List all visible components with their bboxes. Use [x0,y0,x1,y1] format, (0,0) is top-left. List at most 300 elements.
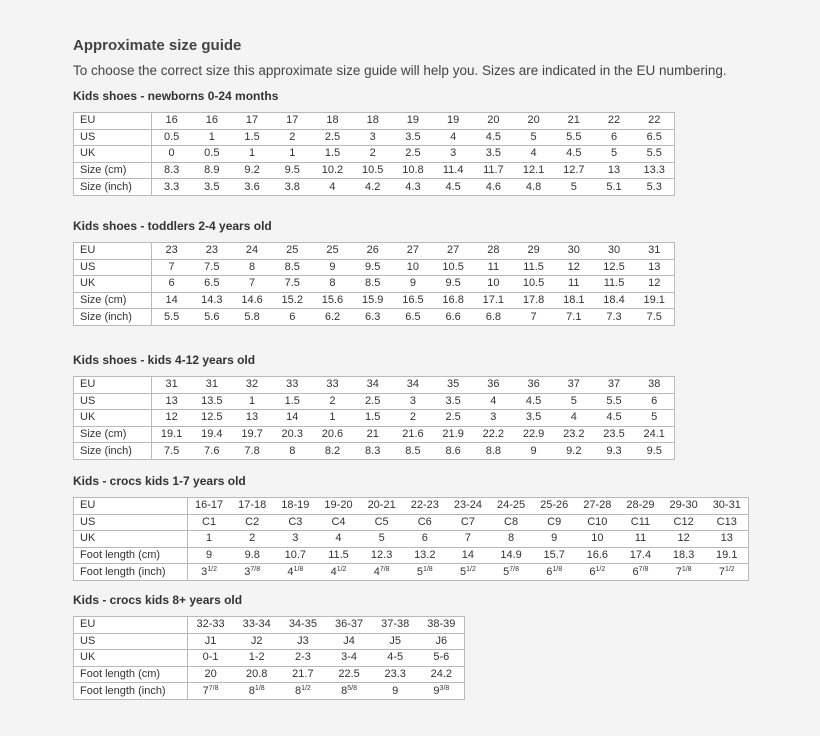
row-label: Size (cm) [74,162,152,179]
size-cell: 22.2 [473,426,513,443]
size-cell: C8 [489,514,532,531]
fraction: 1/2 [466,565,476,573]
size-cell: 4.3 [393,179,433,196]
size-cell: 17 [272,113,312,130]
size-cell: 8.5 [272,259,312,276]
size-cell: 29 [513,243,553,260]
size-cell: 16.5 [393,292,433,309]
size-cell: 24.1 [634,426,674,443]
size-cell: 34 [393,377,433,394]
table-row [74,179,675,196]
size-cell: 25 [312,243,352,260]
table-row [74,259,675,276]
size-cell: C12 [662,514,705,531]
size-cell: 12.5 [594,259,634,276]
size-cell: 5 [554,393,594,410]
fraction: 1/2 [301,684,311,692]
size-cell: J6 [418,633,464,650]
size-cell: 13 [594,162,634,179]
row-label: EU [74,243,152,260]
size-cell: 14 [446,547,489,564]
size-cell: 18 [353,113,393,130]
size-cell: 15.9 [353,292,393,309]
row-label: UK [74,146,152,163]
size-cell: 25 [272,243,312,260]
size-cell: 8.5 [393,443,433,460]
size-cell: 8 [272,443,312,460]
size-cell: 28 [473,243,513,260]
row-label: US [74,633,188,650]
size-cell: 0.5 [152,129,192,146]
table-row [74,393,675,410]
size-cell: 27 [433,243,473,260]
size-cell: 1 [272,146,312,163]
size-cell: 6.8 [473,309,513,326]
size-cell: 5 [594,146,634,163]
size-cell: 19.7 [232,426,272,443]
size-cell: 3.5 [393,129,433,146]
size-cell: 8.3 [353,443,393,460]
fraction: 3/8 [439,684,450,692]
size-cell: 13 [152,393,192,410]
size-cell: 7 [232,276,272,293]
row-label: US [74,514,188,531]
size-cell: J4 [326,633,372,650]
size-cell: 19 [393,113,433,130]
size-cell: 19-20 [317,498,360,515]
size-cell: 32-33 [188,617,234,634]
size-cell: 8 [312,276,352,293]
size-cell: 31 [152,377,192,394]
table-row [74,146,675,163]
size-cell: 3 [433,146,473,163]
size-cell: 16.6 [576,547,619,564]
size-cell: 24.2 [418,666,464,683]
row-label: Foot length (inch) [74,683,188,700]
size-cell: J2 [234,633,280,650]
size-cell: 18 [312,113,352,130]
size-cell: $5^{1/2}$ [446,564,489,581]
size-cell: 4 [513,146,553,163]
size-cell: 9.5 [353,259,393,276]
size-cell: 3.5 [473,146,513,163]
size-cell: 4.5 [433,179,473,196]
table-row [74,514,749,531]
size-cell: 1.5 [312,146,352,163]
row-label: UK [74,531,188,548]
size-cell: $3^{1/2}$ [188,564,231,581]
size-cell: 4 [554,410,594,427]
size-cell: 7.8 [232,443,272,460]
table-row [74,129,675,146]
size-cell: 15.2 [272,292,312,309]
size-cell: 10.2 [312,162,352,179]
size-cell: C7 [446,514,489,531]
size-cell: 1 [232,146,272,163]
size-cell: 6 [272,309,312,326]
size-cell: 7 [513,309,553,326]
size-cell: C4 [317,514,360,531]
size-cell: 16-17 [188,498,231,515]
size-cell: 29-30 [662,498,705,515]
size-cell: 19.1 [152,426,192,443]
size-cell: 36 [473,377,513,394]
table-row [74,410,675,427]
size-cell: 10.7 [274,547,317,564]
fraction: 1/8 [422,565,433,573]
size-cell: 1-2 [234,650,280,667]
size-cell: J3 [280,633,326,650]
size-cell: 21.6 [393,426,433,443]
size-cell: 6.3 [353,309,393,326]
size-cell: 5 [634,410,674,427]
size-cell: 12.3 [360,547,403,564]
size-cell: 22.9 [513,426,553,443]
size-cell: 11.5 [513,259,553,276]
size-cell: 1.5 [272,393,312,410]
table-row [74,426,675,443]
size-cell: 12.7 [554,162,594,179]
size-cell: 17.4 [619,547,662,564]
size-cell: 37 [554,377,594,394]
size-cell: 4.5 [594,410,634,427]
size-cell: 38 [634,377,674,394]
table-row [74,243,675,260]
size-cell: J1 [188,633,234,650]
size-cell: C2 [231,514,274,531]
size-cell: $5^{1/8}$ [403,564,446,581]
size-cell: 0-1 [188,650,234,667]
size-cell: $8^{5/8}$ [326,683,372,700]
size-cell: 9.5 [433,276,473,293]
size-table-crocs-8-plus [73,616,465,700]
size-cell: 4.5 [473,129,513,146]
size-cell: 6.5 [634,129,674,146]
fraction: 7/8 [638,565,649,573]
size-cell: 7.5 [272,276,312,293]
size-cell: 34-35 [280,617,326,634]
size-cell: 2.5 [312,129,352,146]
size-cell: 12 [152,410,192,427]
size-cell: 24 [232,243,272,260]
row-label: Foot length (cm) [74,547,188,564]
size-cell: 17.8 [513,292,553,309]
row-label: Size (inch) [74,309,152,326]
size-cell: 5.3 [634,179,674,196]
size-cell: 12.5 [192,410,232,427]
size-cell: 6 [594,129,634,146]
size-cell: 7.6 [192,443,232,460]
size-cell: 4-5 [372,650,418,667]
size-cell: 5 [360,531,403,548]
size-cell: $4^{1/8}$ [274,564,317,581]
size-cell: 11 [554,276,594,293]
size-cell: 13 [634,259,674,276]
size-cell: 6.5 [393,309,433,326]
size-cell: C1 [188,514,231,531]
size-cell: 6.5 [192,276,232,293]
size-cell: 11.5 [594,276,634,293]
size-cell: 8.5 [353,276,393,293]
section-heading: Kids shoes - newborns 0-24 months [73,89,279,103]
fraction: 7/8 [250,565,261,573]
size-cell: 23.2 [554,426,594,443]
size-cell: 3.5 [433,393,473,410]
fraction: 1/8 [552,565,563,573]
size-cell: 19.1 [705,547,748,564]
page-title: Approximate size guide [73,37,242,54]
size-table-kids [73,376,675,460]
size-cell: 23 [192,243,232,260]
size-cell: 27 [393,243,433,260]
size-cell: 13.2 [403,547,446,564]
section-newborns [73,88,675,196]
section-heading: Kids - crocs kids 1-7 years old [73,474,246,488]
size-cell: 31 [192,377,232,394]
table-row [74,666,465,683]
size-cell: 30 [594,243,634,260]
row-label: EU [74,113,152,130]
size-cell: 33 [312,377,352,394]
size-cell: $5^{7/8}$ [489,564,532,581]
size-cell: $6^{1/2}$ [576,564,619,581]
size-cell: $7^{1/2}$ [705,564,748,581]
table-row [74,377,675,394]
size-cell: 23.3 [372,666,418,683]
size-cell: $3^{7/8}$ [231,564,274,581]
size-cell: $7^{7/8}$ [188,683,234,700]
size-cell: 16 [152,113,192,130]
size-cell: 11 [473,259,513,276]
size-cell: 20 [473,113,513,130]
size-cell: 10 [393,259,433,276]
size-cell: C13 [705,514,748,531]
row-label: US [74,259,152,276]
size-cell: 7.5 [152,443,192,460]
size-cell: 9 [533,531,576,548]
size-cell: 5.5 [152,309,192,326]
size-cell: 3.5 [192,179,232,196]
size-cell: 5.1 [594,179,634,196]
row-label: UK [74,410,152,427]
size-cell: C5 [360,514,403,531]
row-label: Foot length (cm) [74,666,188,683]
size-cell: C3 [274,514,317,531]
size-cell: 6.2 [312,309,352,326]
size-cell: 8 [489,531,532,548]
table-row [74,617,465,634]
size-cell: 6 [403,531,446,548]
size-cell: 14 [152,292,192,309]
table-row [74,498,749,515]
size-cell: 12 [662,531,705,548]
size-cell: 9 [312,259,352,276]
size-cell: 9.3 [594,443,634,460]
size-cell: 18.3 [662,547,705,564]
size-cell: 11.5 [317,547,360,564]
size-cell: 10.5 [433,259,473,276]
size-cell: C11 [619,514,662,531]
size-cell: 36 [513,377,553,394]
size-cell: 3 [353,129,393,146]
size-cell: 4.6 [473,179,513,196]
size-cell: 5 [513,129,553,146]
size-cell: 11 [619,531,662,548]
size-cell: 2 [231,531,274,548]
size-cell: 34 [353,377,393,394]
size-cell: 2-3 [280,650,326,667]
section-toddlers [73,218,675,326]
size-cell: 3.8 [272,179,312,196]
size-cell: 22-23 [403,498,446,515]
size-cell: 22 [634,113,674,130]
size-cell: 4.5 [554,146,594,163]
size-cell: 10.5 [353,162,393,179]
size-cell: 22.5 [326,666,372,683]
size-cell: 5.5 [554,129,594,146]
size-table-toddlers [73,242,675,326]
size-cell: 33-34 [234,617,280,634]
size-cell: 9.8 [231,547,274,564]
size-cell: 4.2 [353,179,393,196]
size-cell: 13 [232,410,272,427]
size-cell: 33 [272,377,312,394]
size-cell: 12.1 [513,162,553,179]
size-cell: 7.3 [594,309,634,326]
size-cell: 11.7 [473,162,513,179]
size-cell: 10 [576,531,619,548]
size-cell: 19.4 [192,426,232,443]
size-cell: 12 [634,276,674,293]
size-cell: 9.5 [272,162,312,179]
size-cell: J5 [372,633,418,650]
row-label: Foot length (inch) [74,564,188,581]
table-row [74,113,675,130]
size-cell: $8^{1/2}$ [280,683,326,700]
size-cell: 15.6 [312,292,352,309]
size-cell: 17.1 [473,292,513,309]
size-cell: 23.5 [594,426,634,443]
size-cell: 9 [188,547,231,564]
size-cell: 23-24 [446,498,489,515]
table-row [74,650,465,667]
size-cell: 2 [353,146,393,163]
table-row [74,564,749,581]
size-cell: 37-38 [372,617,418,634]
size-guide [73,36,813,80]
table-row [74,547,749,564]
size-cell: 10.5 [513,276,553,293]
size-cell: 14 [272,410,312,427]
size-cell: 17 [232,113,272,130]
size-cell: 4 [473,393,513,410]
size-cell: 3-4 [326,650,372,667]
size-cell: $7^{1/8}$ [662,564,705,581]
row-label: UK [74,650,188,667]
size-cell: 5.5 [594,393,634,410]
size-cell: 4 [312,179,352,196]
size-cell: 14.3 [192,292,232,309]
section-heading: Kids shoes - toddlers 2-4 years old [73,219,272,233]
size-cell: 14.9 [489,547,532,564]
size-cell: 30 [554,243,594,260]
size-cell: 18.4 [594,292,634,309]
size-cell: 19.1 [634,292,674,309]
size-cell: 35 [433,377,473,394]
size-cell: 4.8 [513,179,553,196]
fraction: 5/8 [347,684,357,692]
size-cell: 20 [513,113,553,130]
size-cell: 7.5 [192,259,232,276]
size-cell: 2 [312,393,352,410]
size-cell: 6 [152,276,192,293]
table-row [74,531,749,548]
row-label: Size (inch) [74,443,152,460]
size-cell: $8^{1/8}$ [234,683,280,700]
size-cell: 3.6 [232,179,272,196]
size-cell: 2 [393,410,433,427]
section-heading: Kids shoes - kids 4-12 years old [73,353,256,367]
size-cell: $4^{1/2}$ [317,564,360,581]
size-cell: 25-26 [533,498,576,515]
size-cell: 9.2 [232,162,272,179]
size-cell: 2.5 [393,146,433,163]
size-cell: 2 [272,129,312,146]
fraction: 7/8 [208,684,219,692]
size-cell: $4^{7/8}$ [360,564,403,581]
size-cell: 3 [473,410,513,427]
size-cell: 32 [232,377,272,394]
size-cell: 16 [192,113,232,130]
size-cell: 8.9 [192,162,232,179]
fraction: 1/2 [207,565,217,573]
size-cell: 21 [554,113,594,130]
size-cell: 20.8 [234,666,280,683]
size-cell: 1 [188,531,231,548]
fraction: 7/8 [509,565,519,573]
size-cell: 17-18 [231,498,274,515]
size-cell: 1 [192,129,232,146]
size-cell: 21 [353,426,393,443]
size-cell: 15.7 [533,547,576,564]
size-cell: 9.5 [634,443,674,460]
size-table-crocs-1-7 [73,497,749,581]
size-cell: 38-39 [418,617,464,634]
fraction: 1/8 [254,684,265,692]
size-cell: 9 [513,443,553,460]
table-row [74,443,675,460]
size-cell: 6 [634,393,674,410]
size-cell: 3.3 [152,179,192,196]
size-cell: 2.5 [433,410,473,427]
size-cell: $6^{1/8}$ [533,564,576,581]
size-cell: 21.9 [433,426,473,443]
row-label: EU [74,377,152,394]
size-cell: 3 [393,393,433,410]
size-cell: 1.5 [353,410,393,427]
size-cell: 8.2 [312,443,352,460]
size-cell: C9 [533,514,576,531]
size-cell: 3 [274,531,317,548]
size-cell: 20.6 [312,426,352,443]
size-cell: 4.5 [513,393,553,410]
section-crocs-8-plus [73,592,465,700]
size-cell: 1 [312,410,352,427]
size-cell: 10.8 [393,162,433,179]
size-cell: 20.3 [272,426,312,443]
table-row [74,309,675,326]
row-label: Size (inch) [74,179,152,196]
